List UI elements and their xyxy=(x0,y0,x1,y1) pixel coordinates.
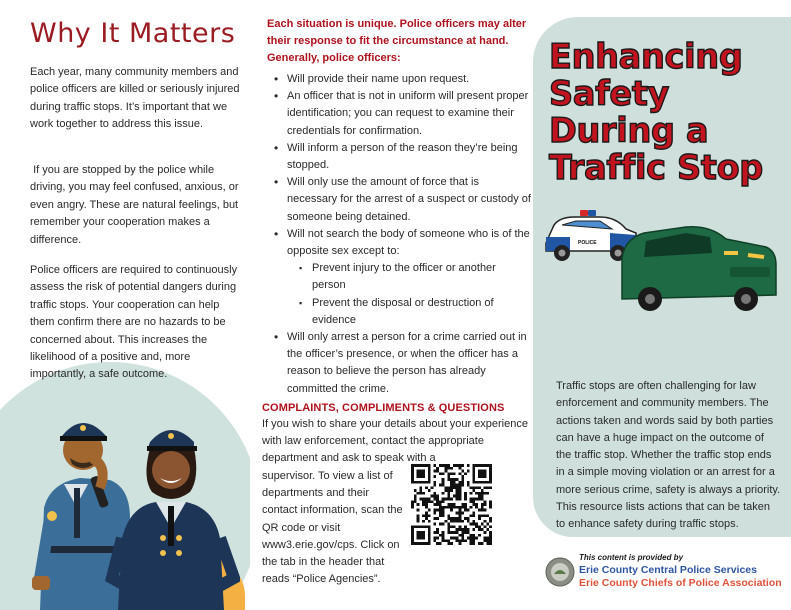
list-item-text: Will not search the body of someone who is of the opposite sex except to: xyxy=(287,227,530,258)
county-seal-icon xyxy=(545,557,575,587)
provider-note: This content is provided by xyxy=(579,553,684,562)
complaints-paragraph: If you wish to share your details about your experience with law enforcement, contact the appropriate department and ask to speak with a xyxy=(262,418,528,465)
cars-illustration xyxy=(540,203,780,315)
complaints-heading: COMPLAINTS, COMPLIMENTS & QUESTIONS xyxy=(262,402,505,414)
list-item: • Will provide their name upon request. xyxy=(274,71,532,88)
left-paragraph-3: Police officers are required to continuously assess the risk of potential dangers during traffic stops. Your cooperation can help them confirm there are no hazards to be concerned about. This increases the likelihood of a positive and, more importantly, a safe outcome. xyxy=(30,264,238,381)
traffic-stop-paragraph: Traffic stops are often challenging for law enforcement and community members. The actions taken and words said by both parties can have a huge impact on the outcome of the traffic stop. Whether the traffic stop ends in a simple moving violation or an arrest for a more serious crime, safety is always a priority. This resource lists actions that can be taken to enhance safety during traffic stops. xyxy=(556,380,781,531)
provider-footer xyxy=(545,551,791,596)
provider-org-chiefs-association: Erie County Chiefs of Police Association xyxy=(579,577,782,589)
police-officers-illustration xyxy=(30,388,240,610)
why-it-matters-heading: Why It Matters xyxy=(30,18,236,49)
brochure-title: Enhancing Safety During a Traffic Stop xyxy=(549,37,763,187)
left-paragraph-2: If you are stopped by the police while driving, you may feel confused, anxious, or even angry. These are natural feelings, but remember your cooperation makes a difference. xyxy=(30,164,242,246)
list-item: • An officer that is not in uniform will present proper identification; you can request to examine their credentials for confirmation. xyxy=(274,88,532,140)
female-officer-figure xyxy=(112,430,234,610)
list-item: • Will only use the amount of force that is necessary for the arrest of a suspect or custody of someone being detained. xyxy=(274,174,532,226)
police-car-label: POLICE xyxy=(578,240,597,246)
complaints-paragraph-continued: supervisor. To view a list of departments and their contact information, scan the QR code or visit www3.erie.gov/cps. Click on the tab in the header that reads “Police Agencies”. xyxy=(262,470,403,586)
middle-panel xyxy=(262,0,542,610)
green-suv-figure xyxy=(622,227,776,311)
left-panel xyxy=(0,0,250,610)
sub-list-item: ▪ Prevent injury to the officer or another person xyxy=(299,260,532,294)
list-item: • Will inform a person of the reason they’re being stopped. xyxy=(274,140,532,174)
list-item xyxy=(274,226,532,329)
list-item: • Will only arrest a person for a crime carried out in the officer’s presence, or when the officer has a reason to believe the person has already committed the crime. xyxy=(274,329,532,398)
provider-org-central-police: Erie County Central Police Services xyxy=(579,564,757,576)
left-paragraph-1: Each year, many community members and police officers are killed or seriously injured during traffic stops. It’s important that we work together to address this issue. xyxy=(30,66,240,131)
officers-intro: Each situation is unique. Police officers may alter their response to fit the circumstance at hand. Generally, police officers: xyxy=(267,18,527,65)
qr-code[interactable] xyxy=(411,464,492,545)
officer-conduct-list xyxy=(274,71,532,398)
sub-list-item: ▪ Prevent the disposal or destruction of evidence xyxy=(299,295,532,329)
search-exceptions-list xyxy=(299,260,532,329)
